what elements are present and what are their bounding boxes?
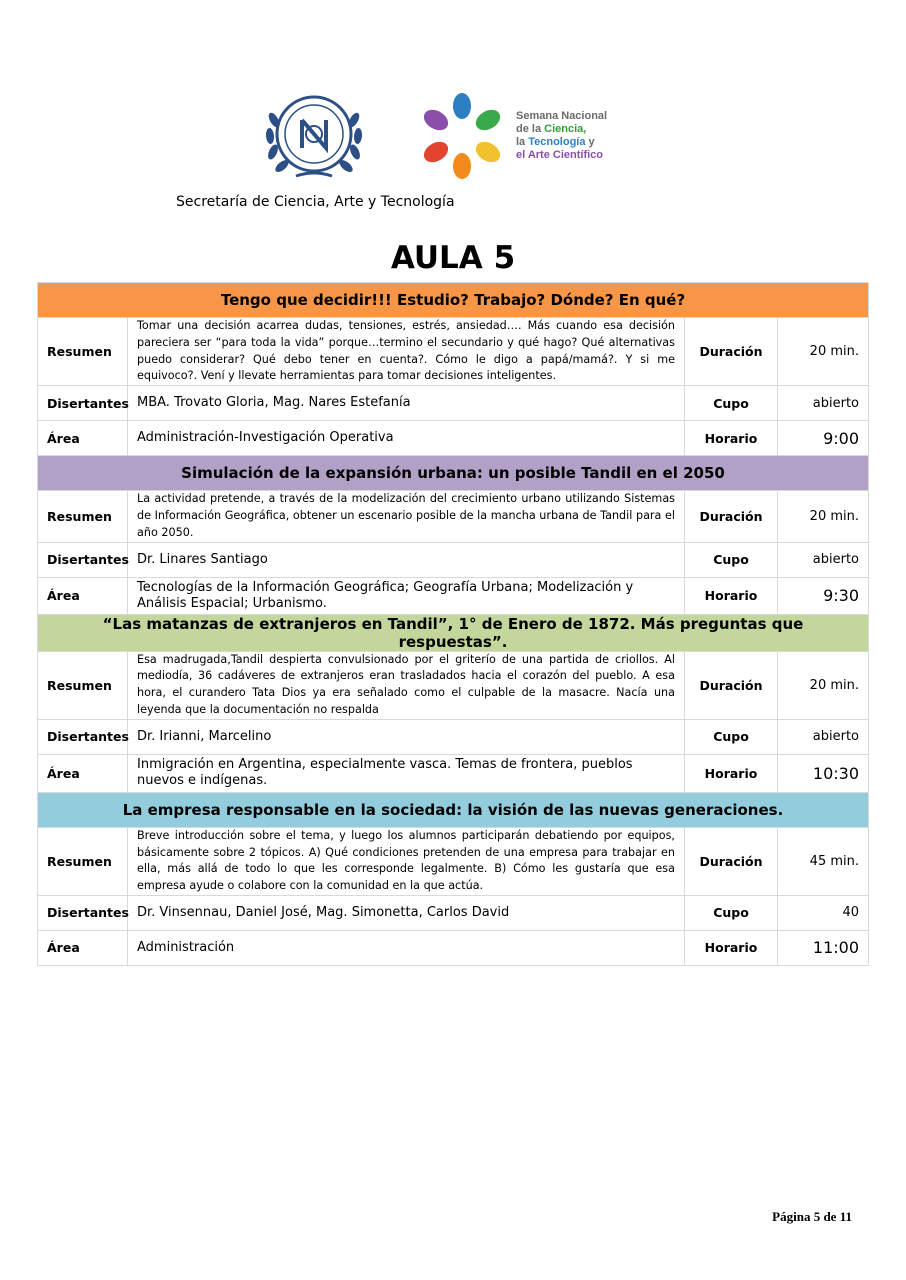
- duracion-label: Duración: [685, 827, 778, 895]
- table-row: [38, 577, 869, 614]
- horario-label: Horario: [685, 754, 778, 792]
- session-cupo: abierto: [778, 542, 869, 577]
- table-row: [38, 542, 869, 577]
- area-label: Área: [38, 930, 128, 965]
- session-resumen: Esa madrugada,Tandil despierta convulsionado por el griterío de una partida de criollos. Al mediodía, 36 cadáveres de extranjeros eran trasladados hacia el corazón del pueblo. A esa hora, el curandero Tata Dios ya era señalado como el culpable de la masacre. Nacía una leyenda que la documentación no respalda: [128, 651, 685, 719]
- session-duracion: 20 min.: [778, 651, 869, 719]
- horario-label: Horario: [685, 421, 778, 456]
- cupo-label: Cupo: [685, 386, 778, 421]
- table-row: [38, 283, 869, 318]
- university-seal-icon: [262, 90, 366, 182]
- session-cupo: abierto: [778, 719, 869, 754]
- session-title: “Las matanzas de extranjeros en Tandil”, 1° de Enero de 1872. Más preguntas que respuestas”.: [38, 614, 869, 651]
- duracion-label: Duración: [685, 491, 778, 542]
- disertantes-label: Disertantes: [38, 542, 128, 577]
- disertantes-label: Disertantes: [38, 719, 128, 754]
- session-area: Administración: [128, 930, 685, 965]
- table-row: [38, 421, 869, 456]
- table-row: [38, 792, 869, 827]
- table-row: [38, 386, 869, 421]
- duracion-label: Duración: [685, 318, 778, 386]
- semana-ciencia-logo-text: Semana Nacional de la Ciencia, la Tecnología y el Arte Científico: [516, 110, 608, 161]
- table-row: [38, 754, 869, 792]
- resumen-label: Resumen: [38, 651, 128, 719]
- area-label: Área: [38, 754, 128, 792]
- table-row: [38, 614, 869, 651]
- horario-label: Horario: [685, 930, 778, 965]
- session-duracion: 45 min.: [778, 827, 869, 895]
- session-resumen: Tomar una decisión acarrea dudas, tensiones, estrés, ansiedad…. Más cuando esa decisión pareciera ser “para toda la vida” porque…termino el secundario y qué hago? Qué alternativas puedo considerar? Qué debo tener en cuenta?. Cómo le digo a papá/mamá?. Y si me equivoco?. Vení y llevate herramientas para tomar decisiones inteligentes.: [128, 318, 685, 386]
- session-horario: 11:00: [778, 930, 869, 965]
- resumen-label: Resumen: [38, 827, 128, 895]
- cupo-label: Cupo: [685, 542, 778, 577]
- session-cupo: abierto: [778, 386, 869, 421]
- page-number: Página 5 de 11: [772, 1209, 852, 1224]
- duracion-label: Duración: [685, 651, 778, 719]
- secretaria-label: Secretaría de Ciencia, Arte y Tecnología: [176, 194, 455, 210]
- table-row: [38, 491, 869, 542]
- session-disertantes: Dr. Vinsennau, Daniel José, Mag. Simonetta, Carlos David: [128, 895, 685, 930]
- session-area: Tecnologías de la Información Geográfica; Geografía Urbana; Modelización y Análisis Espacial; Urbanismo.: [128, 577, 685, 614]
- cupo-label: Cupo: [685, 895, 778, 930]
- session-resumen: La actividad pretende, a través de la modelización del crecimiento urbano utilizando Sistemas de Información Geográfica, obtener un escenario posible de la mancha urbana de Tandil para el año 2050.: [128, 491, 685, 542]
- session-disertantes: Dr. Irianni, Marcelino: [128, 719, 685, 754]
- session-duracion: 20 min.: [778, 491, 869, 542]
- disertantes-label: Disertantes: [38, 895, 128, 930]
- table-row: [38, 318, 869, 386]
- table-row: [38, 456, 869, 491]
- page-title: AULA 5: [390, 240, 516, 276]
- cupo-label: Cupo: [685, 719, 778, 754]
- table-row: [38, 719, 869, 754]
- disertantes-label: Disertantes: [38, 386, 128, 421]
- area-label: Área: [38, 577, 128, 614]
- session-title: Simulación de la expansión urbana: un posible Tandil en el 2050: [38, 456, 869, 491]
- session-horario: 9:00: [778, 421, 869, 456]
- session-resumen: Breve introducción sobre el tema, y luego los alumnos participarán debatiendo por equipos, básicamente sobre 2 tópicos. A) Qué condiciones pretenden de una empresa para trabajar en ella, más allá de todo lo que les corresponde legalmente. B) Cómo les gustaría que esa empresa ayude o colabore con la comunidad en la que actúa.: [128, 827, 685, 895]
- session-disertantes: MBA. Trovato Gloria, Mag. Nares Estefanía: [128, 386, 685, 421]
- header-logos: [0, 0, 906, 240]
- table-row: [38, 895, 869, 930]
- table-row: [38, 930, 869, 965]
- session-duracion: 20 min.: [778, 318, 869, 386]
- session-horario: 9:30: [778, 577, 869, 614]
- table-row: [38, 651, 869, 719]
- resumen-label: Resumen: [38, 491, 128, 542]
- table-row: [38, 827, 869, 895]
- session-title: Tengo que decidir!!! Estudio? Trabajo? Dónde? En qué?: [38, 283, 869, 318]
- horario-label: Horario: [685, 577, 778, 614]
- session-title: La empresa responsable en la sociedad: la visión de las nuevas generaciones.: [38, 792, 869, 827]
- resumen-label: Resumen: [38, 318, 128, 386]
- schedule-table: [37, 282, 869, 966]
- session-cupo: 40: [778, 895, 869, 930]
- session-area: Administración-Investigación Operativa: [128, 421, 685, 456]
- session-horario: 10:30: [778, 754, 869, 792]
- session-area: Inmigración en Argentina, especialmente vasca. Temas de frontera, pueblos nuevos e indígenas.: [128, 754, 685, 792]
- area-label: Área: [38, 421, 128, 456]
- semana-ciencia-logo-icon: [414, 92, 510, 180]
- session-disertantes: Dr. Linares Santiago: [128, 542, 685, 577]
